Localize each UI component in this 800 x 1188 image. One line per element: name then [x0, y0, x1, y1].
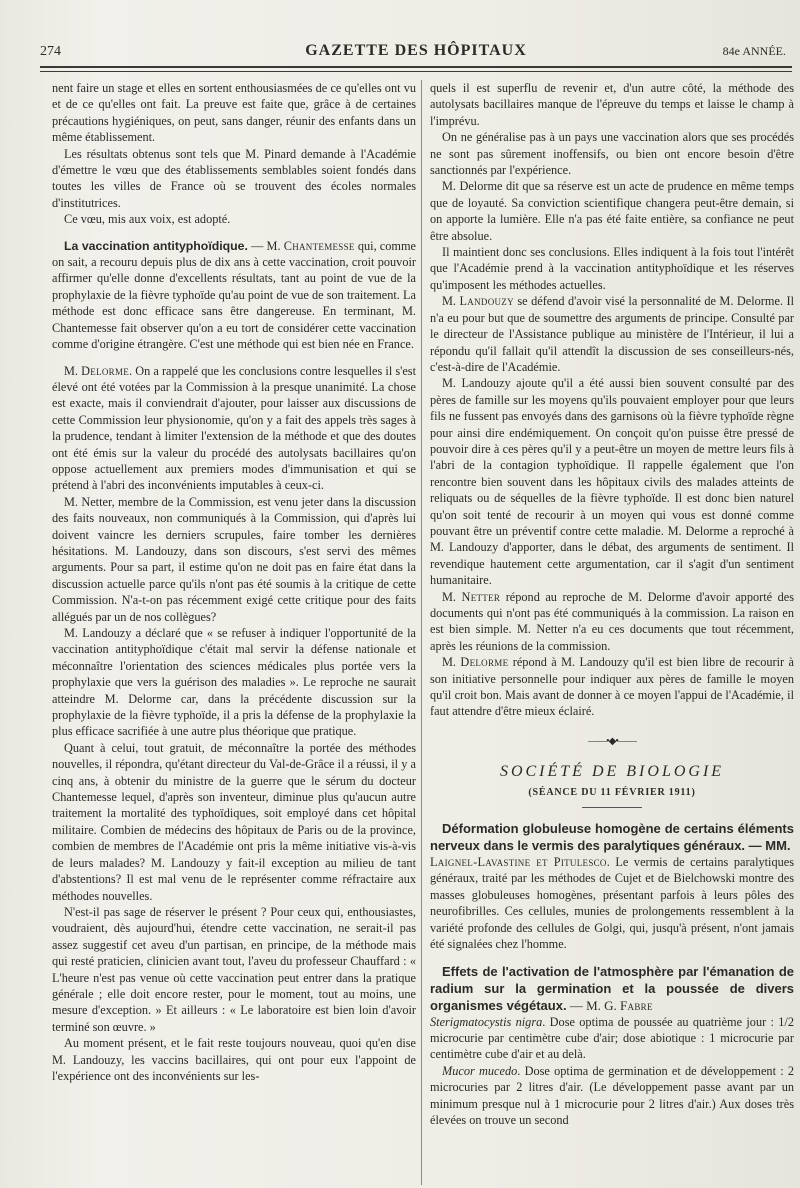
communication-text	[430, 854, 794, 952]
header-rule-thin	[40, 71, 792, 72]
paragraph: M. Netter, membre de la Commission, est venu jeter dans la discussion des faits nouveaux, non communiqués à la Commission, qui d'après lui doivent vaincre les derniers scrupules, faire tomber les dernières hésitations. M. Landouzy, dans son discours, s'est servi des mêmes arguments. Pour sa part, il estime qu'on ne doit pas en faire état dans la discussion actuelle parce qu'ils n'ont pas été soumis à la critique de cette Commission. N'a-t-on pas récemment exigé cette critique pour des faits allégués par un de nos collègues?	[52, 494, 416, 624]
paragraph: M. Landouzy a déclaré que « se refuser à indiquer l'opportunité de la vaccination antityphoïdique c'était mal servir la défense nationale et méconnaître l'orientation des sciences médicales plus portée vers la prophylaxie que vers la guérison des maladies ». Le reproche ne saurait atteindre M. Delorme car, dans la précédente discussion sur la prophylaxie de la fièvre typhoïde, il a pris la défense de la prophylaxie la plus efficace sacrifiée à une autre plus théorique que pratique.	[52, 626, 416, 739]
species-name: Mucor mucedo	[442, 1063, 518, 1078]
paragraph: quels il est superflu de revenir et, d'un autre côté, la méthode des autolysats bacillaires manque de l'épreuve du temps et laisse le champ à l'imprévu.	[430, 81, 794, 128]
speaker-name: Delorme	[81, 363, 130, 378]
speaker-prefix: M.	[442, 294, 460, 309]
paragraph-text: . Dose optima de germination et de développement : 2 microcuries par 2 litres d'air. (Le développement passe avant par un minimum presque nul à 1 microcurie pour 2 litres d'air.) Aux doses très élevées on trouve un second	[430, 1063, 795, 1127]
paragraph-text: répond au reproche de M. Delorme d'avoir apporté des documents qui n'ont pas été communiqués à la commission. La raison en est bien simple. M. Netter n'a eu ces documents que tout récemment, après les réunions de la commission.	[430, 589, 794, 653]
communication-text	[430, 1014, 794, 1063]
communication-title: Déformation globuleuse homogène de certains éléments nerveux dans le vermis des paralytiques généraux.	[430, 821, 794, 854]
speaker-name: Chantemesse	[283, 238, 355, 253]
speaker-name: Netter	[461, 589, 501, 604]
paragraph: Ce vœu, mis aux voix, est adopté.	[64, 212, 231, 227]
section-heading: La vaccination antityphoïdique.	[64, 238, 248, 253]
communication-text	[430, 1063, 794, 1129]
paragraph: Il maintient donc ses conclusions. Elles indiquent à la fois tout l'intérêt que l'Académie prend à la vaccination antityphoïdique et les réserves qu'imposent les méthodes actuelles.	[430, 245, 794, 292]
dash: — M. G.	[566, 997, 621, 1013]
short-rule	[582, 807, 642, 808]
species-name: Sterigmatocystis nigra	[430, 1014, 543, 1029]
speaker-name: Delorme	[460, 655, 509, 670]
column-divider	[421, 80, 422, 1185]
communication-heading	[430, 963, 794, 1014]
paragraph: N'est-il pas sage de réserver le présent ? Pour ceux qui, enthousiastes, voudraient, dès aujourd'hui, étendre cette vaccination, ne serait-il pas assez suggestif cet aveu d'un partisan, en principe, de la méthode mais qui resté praticien, clinicien avant tout, l'aveu du professeur Chauffard : « L'heure n'est pas venue où cette vaccination peut entrer dans la pratique générale ; elle doit encore rester, pour le moment, tout au moins, une mesure d'exception. » Et ailleurs : « Le laboratoire est bien loin d'avoir terminé son œuvre. »	[52, 904, 416, 1034]
paragraph-text: . On a rappelé que les conclusions contre lesquelles il s'est élevé ont été votées par la Commission à la presque unanimité. La chose est exacte, mais il conviendrait d'ajouter, pour laisser aux discussions de cette Commission leur physionomie, qu'on y a fait des appels très sages à la prudence, tendant à limiter l'extension de la méthode et que des doutes ont été émis sur la valeur du procédé des autolysats bacillaires qu'on oppose actuellement aux premiers modes d'immunisation et qui se prétend à l'abri des inconvénients imputables à ceux-ci.	[52, 363, 416, 493]
dash: — M.	[247, 238, 284, 253]
spacer	[52, 353, 416, 363]
year-label: 84e ANNÉE.	[722, 44, 786, 58]
paragraph: M. Delorme dit que sa réserve est un acte de prudence en même temps que de loyauté. Sa conviction scientifique changera peut-être demain, si on apporte la lumière. Elle n'a pas été faite entière, sa confiance ne peut être absolue.	[430, 179, 794, 243]
spacer	[52, 228, 416, 238]
dash: — MM.	[745, 838, 791, 854]
spacer	[430, 953, 794, 963]
page-number: 274	[40, 44, 61, 59]
right-column	[430, 80, 794, 1128]
speaker-name: Landouzy	[459, 294, 514, 309]
paragraph-netter	[430, 589, 794, 655]
paragraph: Quant à celui, tout gratuit, de méconnaître la portée des méthodes nouvelles, il répondra, qu'étant directeur du Val-de-Grâce il a réussi, il y a cinq ans, à obtenir du ministre de la guerre que le sérum du docteur Chantemesse lequel, d'après son inventeur, diminue plus qu'aucun autre traitement la mortalité des typhoïdiques, soit employé dans cet hôpital militaire. Combien de médecins des hôpitaux de Paris ou de la province, combien de membres de l'Académie ont pris la même initiative vis-à-vis de leurs malades? M. Landouzy y fait-il exception au milieu de tant d'abstentions? Il est mal venu de le représenter comme réfractaire aux méthodes nouvelles.	[52, 740, 416, 903]
author-names: Laignel-Lavastine et Pitulesco	[430, 855, 607, 870]
speaker-prefix: M.	[64, 363, 82, 378]
paragraph: Au moment présent, et le fait reste toujours nouveau, quoi qu'en dise M. Landouzy, les vaccins bacillaires, qui ont pour eux l'appoint de l'expérience ont des inconvénients sur les-	[52, 1036, 416, 1083]
ornament-divider: ——•◆•——	[588, 735, 636, 747]
page-header	[40, 40, 792, 64]
paragraph-landouzy	[430, 293, 794, 375]
paragraph-delorme	[52, 363, 416, 494]
communication-title: Effets de l'activation de l'atmosphère par l'émanation de radium sur la germination et la poussée de divers organismes végétaux.	[430, 963, 794, 1013]
paragraph-text: . Le vermis de certains paralytiques généraux, traité par les méthodes de Cujet et de Bielchowski montre des masses globuleuses homogènes, présentant parfois à leurs pôles des neurofibrilles. Ces cellules, munies de prolongements ressemblent à la variété profonde des cellules de Golgi, qui, jusqu'à présent, n'ont jamais été signalées chez l'homme.	[430, 855, 795, 952]
header-rule-thick	[40, 66, 792, 68]
paragraph: nent faire un stage et elles en sortent enthousiasmées de ce qu'elles ont vu et de ce qu'elles ont fait. La preuve est faite que, grâce à de certaines précautions hygiéniques, on peut, sans danger, réunir des enfants dans un même établissement.	[52, 81, 416, 145]
session-date: (SÉANCE DU 11 FÉVRIER 1911)	[528, 786, 696, 798]
paragraph-vaccination	[52, 238, 416, 353]
paragraph-text: se défend d'avoir visé la personnalité de M. Delorme. Il n'a eu pour but que de soumettre des arguments de principe. Consulté par le directeur de l'Assistance publique au ministère de l'Intérieur, il lui a répondu qu'il fallait qu'il attendît la discussion de ses conseilleurs-nés, c'est-à-dire de l'Académie.	[430, 294, 794, 374]
speaker-prefix: M.	[442, 589, 462, 604]
paragraph: On ne généralise pas à un pays une vaccination alors que ses procédés ne sont pas sûrement inoffensifs, ou bien ont encore besoin d'être sanctionnés par l'expérience.	[430, 130, 794, 178]
paragraph: Les résultats obtenus sont tels que M. Pinard demande à l'Académie d'émettre le vœu que des établissements semblables soient fondés dans toutes les villes de France où se trouvent des écoles normales d'institutrices.	[52, 146, 416, 210]
paragraph-text: . Dose optima de poussée au quatrième jour : 1/2 microcurie par centimètre cube d'air; dose abiotique : 1 microcurie par centimètre cube d'air et au delà.	[430, 1014, 794, 1062]
journal-title: GAZETTE DES HÔPITAUX	[305, 42, 527, 59]
communication-heading	[430, 820, 794, 854]
paragraph-text: qui, comme on sait, a recouru depuis plus de dix ans à cette vaccination, croit pouvoir affirmer qu'elle donne d'excellents résultats, tant au point de vue de la prophylaxie de la fièvre typhoïde qu'au point de vue de son traitement. La méthode est donc efficace sans être dangereuse. En terminant, M. Chantemesse fait observer qu'on a eu tort de considérer cette vaccination comme d'origine étrangère. C'est une méthode qui est bien née en France.	[52, 238, 416, 352]
section-title: SOCIÉTÉ DE BIOLOGIE	[499, 763, 725, 781]
paragraph-text: répond à M. Landouzy qu'il est bien libre de recourir à son initiative personnelle pour indiquer aux pères de famille le moyen qu'il croit bon. Mais avant de donner à ce moyen l'appui de l'Académie, il faut attendre d'être mieux éclairé.	[430, 655, 794, 719]
speaker-prefix: M.	[442, 655, 461, 670]
author-name: Fabre	[620, 997, 653, 1013]
left-column	[52, 80, 416, 1084]
paragraph-delorme-reply	[430, 654, 794, 720]
paragraph: M. Landouzy ajoute qu'il a été aussi bien souvent consulté par des pères de famille sur les moyens qu'ils pouvaient employer pour que leurs fils ne fussent pas envoyés dans des garnisons où la fièvre typhoïde règne pour ainsi dire endémiquement. On conçoit qu'on puisse être pressé de pouvoir dire à ces pères qu'il y a peut-être un moyen de mettre leurs fils à l'abri de la contagion typhoïdique. Il rappelle également que l'on rencontre bien souvent dans les hôpitaux civils des malades atteints de reliquats ou de séquelles de la fièvre typhoïde. Il est donc bien naturel qu'on soit tenté de recourir à un moyen qui vous est donné comme pouvant être un préventif contre cette maladie. M. Delorme a reproché à M. Landouzy d'apporter, dans le débat, des arguments de sentiment. Il revendique hautement cette argumentation, car il s'agit d'un sentiment humanitaire.	[430, 376, 794, 588]
